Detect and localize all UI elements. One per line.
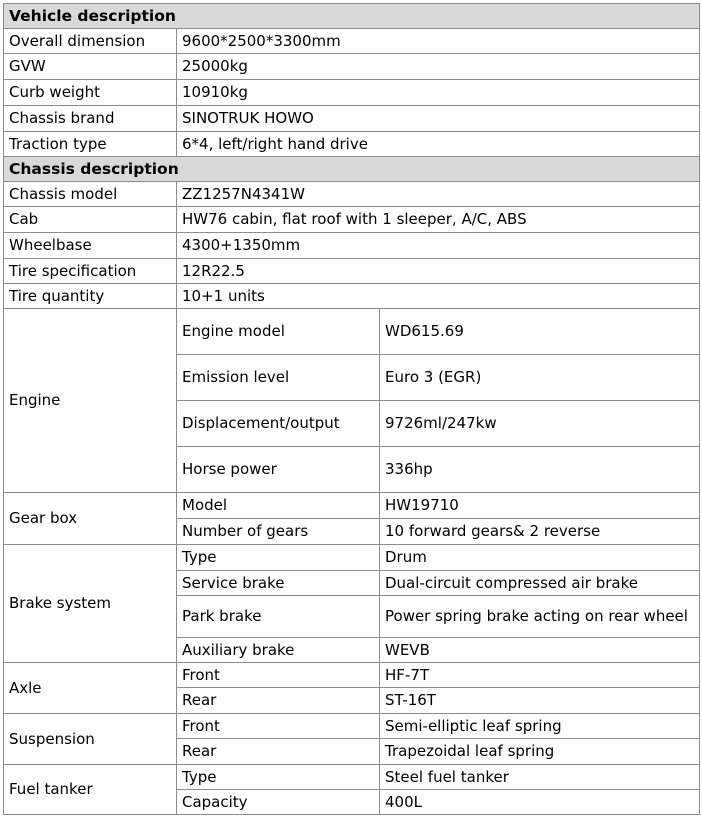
row-value: 9600*2500*3300mm xyxy=(177,29,700,54)
group-label-gearbox: Gear box xyxy=(4,493,177,545)
row-label: Overall dimension xyxy=(4,29,177,54)
table-row xyxy=(4,663,700,688)
row-value: SINOTRUK HOWO xyxy=(177,106,700,132)
row-value: ZZ1257N4341W xyxy=(177,182,700,207)
row-value: 25000kg xyxy=(177,54,700,80)
section-title: Vehicle description xyxy=(4,4,700,29)
item-value: Semi-elliptic leaf spring xyxy=(380,714,700,739)
table-row xyxy=(4,545,700,571)
row-value: 4300+1350mm xyxy=(177,233,700,259)
item-value: HW19710 xyxy=(380,493,700,519)
item-name: Type xyxy=(177,765,380,790)
item-value: 400L xyxy=(380,790,700,815)
item-value: ST-16T xyxy=(380,688,700,714)
item-value: Power spring brake acting on rear wheel xyxy=(380,596,700,638)
section-header-vehicle xyxy=(4,4,700,29)
group-label-fuel: Fuel tanker xyxy=(4,765,177,815)
table-row xyxy=(4,309,700,355)
row-value: 10+1 units xyxy=(177,284,700,309)
group-label-axle: Axle xyxy=(4,663,177,714)
item-name: Capacity xyxy=(177,790,380,815)
row-label: GVW xyxy=(4,54,177,80)
table-row xyxy=(4,54,700,80)
item-name: Model xyxy=(177,493,380,519)
table-row xyxy=(4,207,700,233)
row-label: Chassis model xyxy=(4,182,177,207)
item-name: Number of gears xyxy=(177,519,380,545)
table-row xyxy=(4,493,700,519)
item-value: Trapezoidal leaf spring xyxy=(380,739,700,765)
row-label: Tire specification xyxy=(4,259,177,284)
table-row xyxy=(4,714,700,739)
row-value: 12R22.5 xyxy=(177,259,700,284)
table-row xyxy=(4,284,700,309)
row-label: Chassis brand xyxy=(4,106,177,132)
item-name: Displacement/output xyxy=(177,401,380,447)
item-name: Emission level xyxy=(177,355,380,401)
item-value: WEVB xyxy=(380,638,700,663)
row-label: Curb weight xyxy=(4,80,177,106)
group-label-brake: Brake system xyxy=(4,545,177,663)
group-label-engine: Engine xyxy=(4,309,177,493)
section-title: Chassis description xyxy=(4,157,700,182)
table-row xyxy=(4,80,700,106)
item-name: Type xyxy=(177,545,380,571)
table-row xyxy=(4,765,700,790)
item-value: Dual-circuit compressed air brake xyxy=(380,571,700,596)
row-label: Traction type xyxy=(4,132,177,157)
item-name: Front xyxy=(177,663,380,688)
row-label: Tire quantity xyxy=(4,284,177,309)
item-value: HF-7T xyxy=(380,663,700,688)
table-row xyxy=(4,182,700,207)
row-label: Wheelbase xyxy=(4,233,177,259)
item-name: Rear xyxy=(177,739,380,765)
item-value: 336hp xyxy=(380,447,700,493)
table-row xyxy=(4,106,700,132)
item-name: Horse power xyxy=(177,447,380,493)
row-value: HW76 cabin, flat roof with 1 sleeper, A/C, ABS xyxy=(177,207,700,233)
item-name: Park brake xyxy=(177,596,380,638)
vehicle-spec-table xyxy=(3,3,700,815)
table-row xyxy=(4,259,700,284)
table-row xyxy=(4,29,700,54)
section-header-chassis xyxy=(4,157,700,182)
row-label: Cab xyxy=(4,207,177,233)
item-value: Euro 3 (EGR) xyxy=(380,355,700,401)
table-row xyxy=(4,132,700,157)
row-value: 10910kg xyxy=(177,80,700,106)
item-name: Service brake xyxy=(177,571,380,596)
row-value: 6*4, left/right hand drive xyxy=(177,132,700,157)
item-value: Drum xyxy=(380,545,700,571)
table-row xyxy=(4,233,700,259)
group-label-suspension: Suspension xyxy=(4,714,177,765)
item-name: Rear xyxy=(177,688,380,714)
item-value: WD615.69 xyxy=(380,309,700,355)
item-name: Front xyxy=(177,714,380,739)
item-value: Steel fuel tanker xyxy=(380,765,700,790)
item-value: 9726ml/247kw xyxy=(380,401,700,447)
item-name: Engine model xyxy=(177,309,380,355)
item-value: 10 forward gears& 2 reverse xyxy=(380,519,700,545)
item-name: Auxiliary brake xyxy=(177,638,380,663)
